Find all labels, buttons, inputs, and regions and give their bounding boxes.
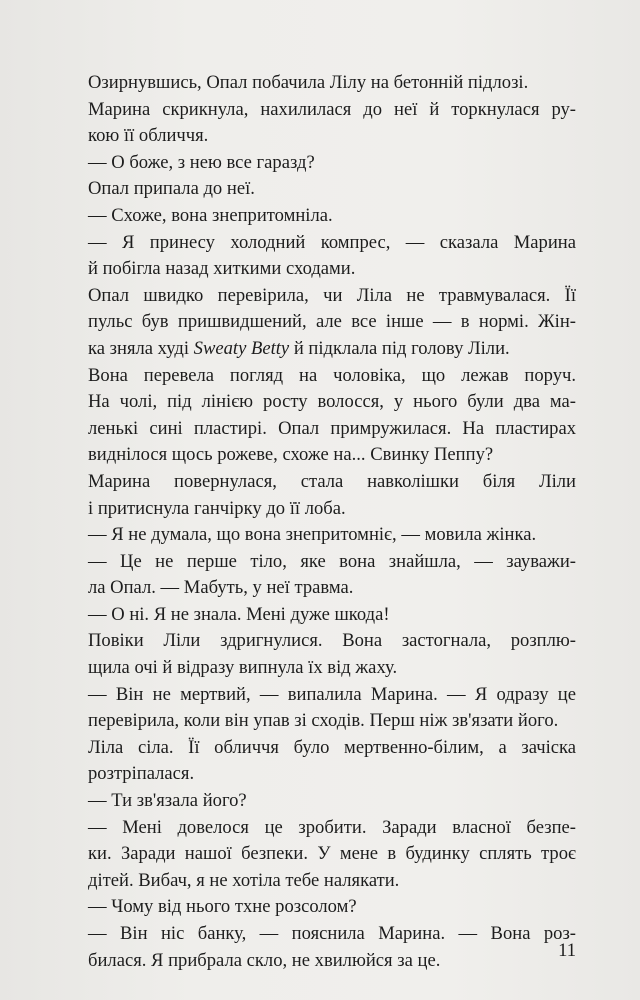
text-line: Марина скрикнула, нахилилася до неї й торкнулася ру-	[88, 98, 576, 120]
text-line: Опал припала до неї.	[88, 178, 255, 200]
text-line: пульс був пришвидшений, але все інше — в нормі. Жін-	[88, 311, 576, 333]
text-line: виднілося щось рожеве, схоже на... Свинку Пеппу?	[88, 444, 494, 466]
text-line: і притиснула ганчірку до її лоба.	[88, 497, 346, 519]
text-line: — Схоже, вона знепритомніла.	[88, 204, 333, 226]
text-line: дітей. Вибач, я не хотіла тебе налякати.	[88, 869, 400, 891]
text-line: — Я принесу холодний компрес, — сказала Марина	[88, 231, 576, 253]
page-number: 11	[558, 940, 576, 961]
italic-phrase: Sweaty Betty	[193, 337, 290, 359]
text-line: — Мені довелося це зробити. Заради власної безпе-	[88, 816, 576, 838]
text-line: — Ти зв'язала його?	[88, 790, 247, 812]
body-text	[88, 70, 576, 974]
text-line: ленькі сині пластирі. Опал примружилася. На пластирах	[88, 417, 576, 439]
text-line: На чолі, під лінією росту волосся, у нього були два ма-	[88, 391, 576, 413]
text-line: й побігла назад хиткими сходами.	[88, 258, 356, 280]
text-line: — О боже, з нею все гаразд?	[88, 151, 315, 173]
text-line: щила очі й відразу випнула їх від жаху.	[88, 657, 398, 679]
text-line: розтріпалася.	[88, 763, 195, 785]
text-line: Озирнувшись, Опал побачила Лілу на бетонній підлозі.	[88, 72, 529, 93]
text-line: ка зняла худі Sweaty Betty й підклала під голову Ліли.	[88, 337, 510, 359]
text-line: — О ні. Я не знала. Мені дуже шкода!	[88, 603, 390, 625]
text-line: — Чому від нього тхне розсолом?	[88, 896, 357, 918]
text-line: билася. Я прибрала скло, не хвилюйся за це.	[88, 949, 441, 971]
text-line: — Я не думала, що вона знепритомніє, — мовила жінка.	[88, 524, 537, 546]
text-line: кою її обличчя.	[88, 125, 209, 147]
text-line: Повіки Ліли здригнулися. Вона застогнала, розплю-	[88, 630, 576, 652]
text-line: Вона перевела погляд на чоловіка, що лежав поруч.	[88, 364, 576, 386]
text-line: — Він ніс банку, — пояснила Марина. — Вона роз-	[88, 923, 576, 944]
text-line: — Він не мертвий, — випалила Марина. — Я одразу це	[88, 683, 576, 705]
text-line: Ліла сіла. Її обличчя було мертвенно-білим, а зачіска	[88, 736, 576, 758]
text-line: Марина повернулася, стала навколішки біля Ліли	[88, 470, 576, 492]
text-line: Опал швидко перевірила, чи Ліла не травмувалася. Її	[88, 284, 576, 306]
text-line: ки. Заради нашої безпеки. У мене в будинку сплять троє	[88, 843, 576, 865]
text-line: — Це не перше тіло, яке вона знайшла, — зауважи-	[88, 550, 576, 572]
text-line: ла Опал. — Мабуть, у неї травма.	[88, 577, 354, 599]
text-line: перевірила, коли він упав зі сходів. Перш ніж зв'язати його.	[88, 710, 559, 732]
